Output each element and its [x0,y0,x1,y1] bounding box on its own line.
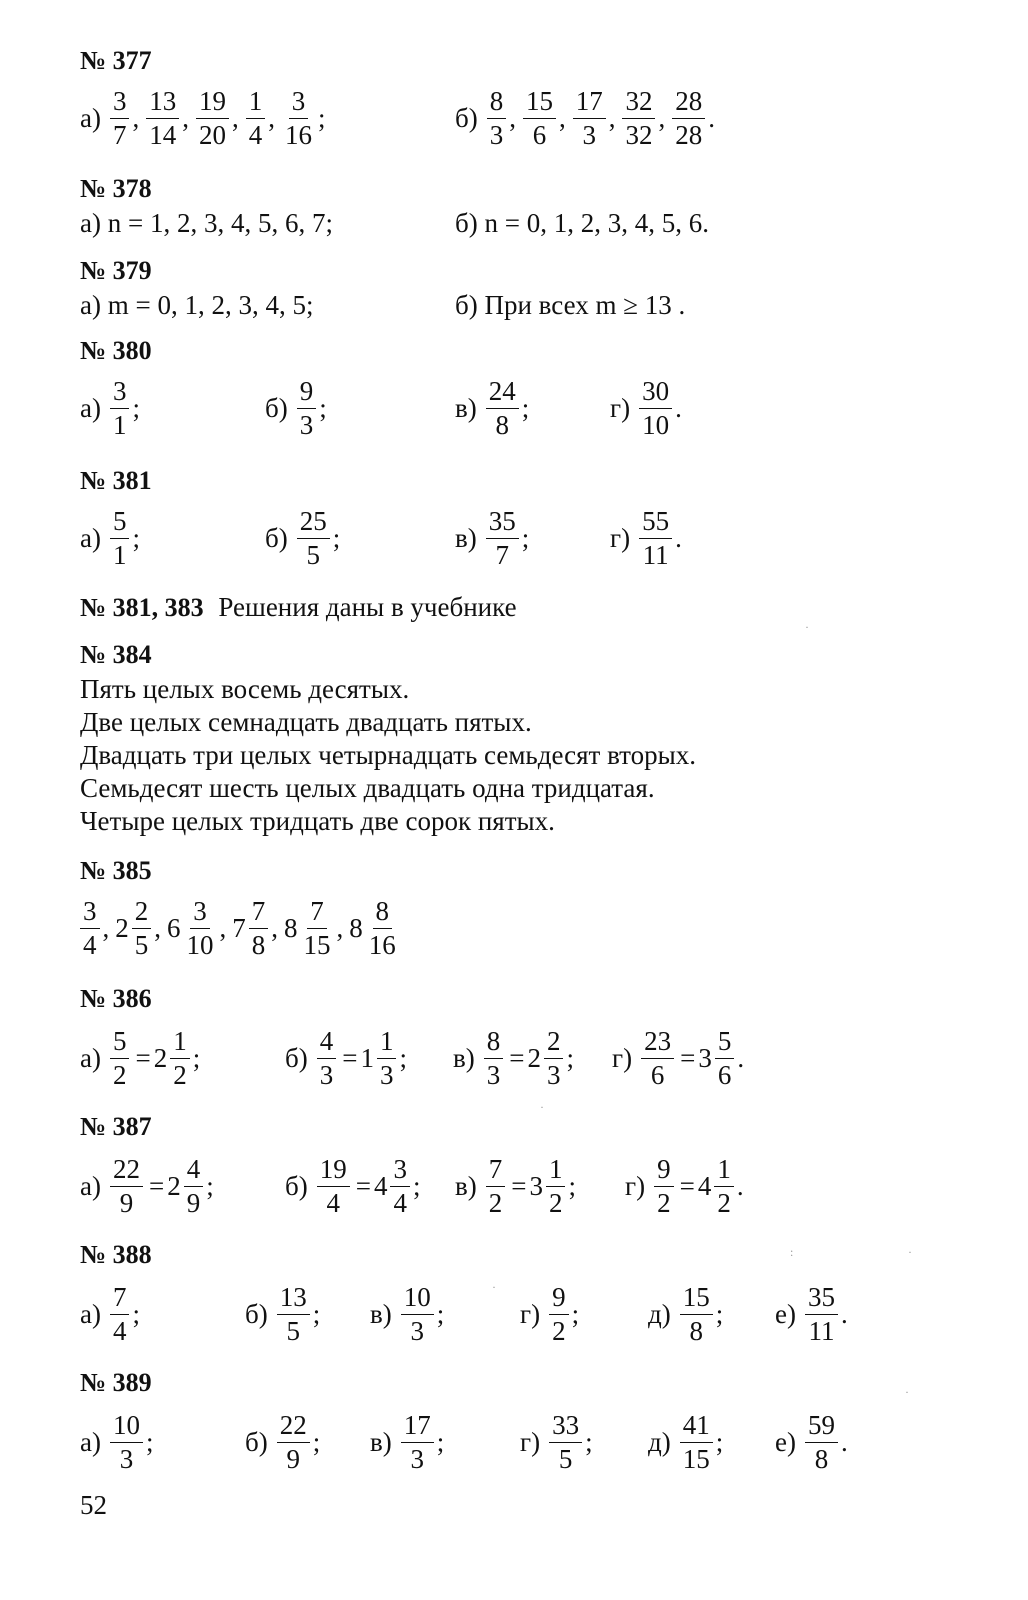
denominator: 3 [379,1059,394,1090]
item-label: г) [610,522,631,553]
item-label: г) [520,1298,541,1329]
fraction [549,1281,569,1346]
item-label: в) [453,1042,475,1073]
exercise-384-line: Пять целых восемь десятых. [80,674,410,704]
denominator: 20 [198,119,226,150]
exercise-380-answers [80,368,980,448]
fraction [249,895,269,960]
scan-speck: · [905,1385,909,1399]
exercise-386-answers [80,1018,980,1098]
whole-part: 6 [167,912,181,943]
exercise-385-answers [80,888,980,968]
denominator: 8 [689,1315,703,1346]
exercise-377-a: а) $\frac{3}{7}$ , $\frac{13}{14}$ , $\frac{19}{20}$ , $\frac{1}{4}$ , $\frac{3}{16}$ ; [80,85,326,150]
fraction [401,1281,434,1346]
end-punct: ; [312,1298,321,1329]
denominator: 15 [303,929,331,960]
fraction [110,505,130,570]
end-punct: ; [399,1042,407,1073]
denominator: 3 [299,409,314,440]
numerator: 19 [317,1156,350,1187]
fraction [523,85,556,150]
exercise-379-title: № 379 [80,256,152,285]
denominator: 3 [319,1059,334,1090]
numerator: 1 [714,1156,734,1187]
numerator: 33 [549,1412,582,1443]
numerator: 7 [307,898,327,929]
numerator: 1 [246,88,266,119]
denominator: 3 [489,119,504,150]
whole-part: 3 [529,1170,543,1201]
numerator: 24 [486,378,519,409]
exercise-388-item [245,1274,320,1354]
fraction [639,375,672,440]
item-label: в) [370,1298,392,1329]
end-punct: ; [521,392,530,423]
end-punct: ; [715,1298,724,1329]
exercise-380-item [265,368,327,448]
numerator: 3 [110,88,130,119]
fraction [487,85,507,150]
numerator: 3 [110,378,130,409]
exercise-381-item [610,498,682,578]
denominator: 5 [306,539,320,570]
fraction [110,85,130,150]
denominator: 16 [284,119,312,150]
exercise-387-answers [80,1146,980,1226]
end-punct: ; [436,1426,445,1457]
fraction [622,85,655,150]
numerator: 1 [377,1028,397,1059]
denominator: 9 [186,1187,201,1218]
item-label: г) [610,392,631,423]
numerator: 22 [110,1156,143,1187]
numerator: 22 [277,1412,310,1443]
fraction [110,1281,130,1346]
exercise-388-title: № 388 [80,1240,152,1269]
exercise-384-line: Две целых семнадцать двадцать пятых. [80,707,532,737]
fraction [544,1025,564,1090]
numerator: 7 [110,1284,130,1315]
denominator: 4 [326,1187,340,1218]
end-punct: ; [132,1298,140,1329]
denominator: 8 [495,409,509,440]
whole-part: 4 [373,1170,388,1201]
end-punct: ; [145,1426,154,1457]
exercise-377-answers [80,78,980,158]
exercise-386-item: а) $\frac{5}{2}$ = 2 $\frac{1}{2}$ ; [80,1025,201,1090]
numerator: 15 [523,88,556,119]
whole-part: 2 [115,912,129,943]
exercise-387-item: а) $\frac{22}{9}$ = 2 $\frac{4}{9}$ ; [80,1153,214,1218]
exercise-384-title: № 384 [80,640,152,669]
fraction [805,1281,838,1346]
item-label: е) [775,1298,796,1329]
fraction [110,375,130,440]
exercise-386-item: в) $\frac{8}{3}$ = 2 $\frac{2}{3}$ ; [453,1025,574,1090]
fraction [297,505,330,570]
denominator: 4 [83,929,97,960]
item-label: в) [370,1426,392,1457]
denominator: 3 [410,1315,424,1346]
numerator: 5 [110,508,130,539]
denominator: 2 [173,1059,187,1090]
fraction [484,1025,504,1090]
fraction [680,1409,713,1474]
numerator: 17 [573,88,606,119]
numerator: 8 [484,1028,504,1059]
denominator: 6 [532,119,547,150]
denominator: 16 [368,929,396,960]
numerator: 35 [486,508,519,539]
exercise-388-item [80,1274,140,1354]
fraction [546,1153,566,1218]
whole-part: 8 [349,912,363,943]
fraction [377,1025,397,1090]
denominator: 14 [149,119,177,150]
exercise-379-b: б) При всех m ≥ 13 . [455,290,686,320]
fraction [184,1153,204,1218]
scan-speck: · [492,1280,496,1294]
denominator: 6 [717,1059,732,1090]
numerator: 4 [317,1028,337,1059]
exercise-381-383 [80,592,517,623]
numerator: 1 [546,1156,566,1187]
page-number: 52 [80,1490,107,1520]
item-label: а) [80,1170,101,1201]
denominator: 2 [717,1187,731,1218]
numerator: 5 [110,1028,130,1059]
end-punct: . [675,522,682,553]
end-punct: ; [132,392,140,423]
fraction [110,1025,130,1090]
item-label: а) [80,102,101,133]
whole-part: 7 [232,912,246,943]
numerator: 41 [680,1412,713,1443]
fraction [277,1409,310,1474]
fraction [639,505,672,570]
exercise-381-title: № 381 [80,466,152,495]
numerator: 3 [390,1156,410,1187]
fraction [132,895,152,960]
exercise-388-item [520,1274,579,1354]
denominator: 10 [186,929,214,960]
numerator: 3 [190,898,210,929]
end-punct: . [675,392,682,423]
numerator: 8 [373,898,393,929]
item-label: б) [285,1170,308,1201]
exercise-389-item [648,1402,723,1482]
denominator: 1 [112,409,127,440]
denominator: 4 [393,1187,407,1218]
exercise-386-item: б) $\frac{4}{3}$ = 1 $\frac{1}{3}$ ; [285,1025,407,1090]
exercise-388-item [648,1274,723,1354]
denominator: 3 [410,1443,424,1474]
exercise-384-line: Семьдесят шесть целых двадцать одна тридцатая. [80,773,655,803]
exercise-389-item [370,1402,444,1482]
item-label: б) [245,1298,268,1329]
item-label: а) [80,1426,101,1457]
exercise-378-title: № 378 [80,174,152,203]
exercise-386-item: г) $\frac{23}{6}$ = 3 $\frac{5}{6}$ . [612,1025,745,1090]
denominator: 8 [251,929,266,960]
item-label: б) [245,1426,268,1457]
numerator: 10 [110,1412,143,1443]
denominator: 6 [650,1059,665,1090]
exercise-384-line: Двадцать три целых четырнадцать семьдесят вторых. [80,740,696,770]
end-punct: ; [571,1298,580,1329]
end-punct: ; [132,522,140,553]
numerator: 35 [805,1284,838,1315]
end-punct: . [736,1170,744,1201]
exercise-389-item [245,1402,320,1482]
denominator: 9 [119,1187,134,1218]
fraction [110,1409,143,1474]
whole-part: 2 [167,1170,181,1201]
exercise-381-item [80,498,140,578]
exercise-378-a: а) n = 1, 2, 3, 4, 5, 6, 7; [80,208,333,238]
fraction [146,85,179,150]
whole-part: 3 [698,1042,712,1073]
denominator: 15 [682,1443,710,1474]
denominator: 5 [134,929,149,960]
exercise-389-title: № 389 [80,1368,152,1397]
exercise-380-item [455,368,529,448]
fraction [715,1025,735,1090]
exercise-386-title: № 386 [80,984,152,1013]
denominator: 28 [675,119,703,150]
denominator: 5 [558,1443,573,1474]
numerator: 55 [639,508,672,539]
whole-part: 8 [284,912,298,943]
fraction [680,1281,713,1346]
end-punct: ; [332,522,341,553]
fraction [366,895,399,960]
exercise-380-title: № 380 [80,336,152,365]
end-punct: . [737,1042,745,1073]
end-punct: ; [319,392,327,423]
numerator: 19 [196,88,229,119]
numerator: 10 [401,1284,434,1315]
exercise-389-item [80,1402,154,1482]
fraction [805,1409,838,1474]
fraction [317,1153,350,1218]
item-label: в) [455,392,477,423]
exercise-381-answers [80,498,980,578]
item-label: г) [520,1426,541,1457]
numerator: 23 [641,1028,674,1059]
item-label: в) [455,522,477,553]
end-punct: . [708,102,715,133]
exercise-378-b: б) n = 0, 1, 2, 3, 4, 5, 6. [455,208,709,238]
exercise-387-item: г) $\frac{9}{2}$ = 4 $\frac{1}{2}$ . [625,1153,744,1218]
numerator: 8 [487,88,507,119]
fraction [297,375,317,440]
exercise-389-item [520,1402,593,1482]
denominator: 11 [642,539,669,570]
denominator: 10 [642,409,670,440]
end-punct: ; [312,1426,321,1457]
fraction [80,895,100,960]
fraction [714,1153,734,1218]
denominator: 32 [625,119,653,150]
numerator: 28 [672,88,705,119]
exercise-388-item [370,1274,444,1354]
fraction [301,895,334,960]
denominator: 3 [119,1443,134,1474]
exercise-380-item [80,368,140,448]
end-punct: . [840,1298,848,1329]
fraction [170,1025,190,1090]
scan-speck: : [790,1245,794,1259]
scan-speck: · [805,620,809,634]
item-label: в) [455,1170,477,1201]
fraction [277,1281,310,1346]
numerator: 2 [544,1028,564,1059]
fraction [573,85,606,150]
fraction [196,85,229,150]
whole-part: 2 [153,1042,168,1073]
exercise-381-item [455,498,529,578]
end-punct: ; [568,1170,576,1201]
item-label: а) [80,1298,101,1329]
numerator: 59 [805,1412,838,1443]
end-punct: ; [436,1298,445,1329]
denominator: 2 [488,1187,503,1218]
exercise-389-answers [80,1402,980,1482]
numerator: 7 [249,898,269,929]
numerator: 15 [680,1284,713,1315]
item-label: д) [648,1298,671,1329]
denominator: 2 [548,1187,563,1218]
end-punct: ; [715,1426,724,1457]
item-label: а) [80,522,101,553]
item-label: д) [648,1426,671,1457]
denominator: 2 [112,1059,127,1090]
denominator: 3 [486,1059,501,1090]
denominator: 7 [495,539,509,570]
numerator: 3 [80,898,100,929]
exercise-385-list: $\frac{3}{4}$ , 2 $\frac{2}{5}$ , 6 $\frac{3}{10}$ , 7 $\frac{7}{8}$ , 8 $\frac{7}{15}$ , 8 $\frac{8}{16}$ [80,888,402,968]
fraction [549,1409,582,1474]
fraction [486,1153,506,1218]
exercise-387-title: № 387 [80,1112,152,1141]
exercise-379-a: а) m = 0, 1, 2, 3, 4, 5; [80,290,314,320]
end-punct: ; [585,1426,593,1457]
item-label: б) [455,102,478,133]
fraction [641,1025,674,1090]
fraction [282,85,315,150]
item-label: е) [775,1426,796,1457]
numerator: 5 [715,1028,735,1059]
exercise-381-383-title: № 381, 383 [80,593,204,622]
denominator: 5 [286,1315,300,1346]
end-punct: ; [521,522,530,553]
denominator: 8 [814,1443,829,1474]
whole-part: 2 [527,1042,541,1073]
exercise-388-item [775,1274,848,1354]
fraction [317,1025,337,1090]
denominator: 1 [112,539,127,570]
numerator: 9 [549,1284,569,1315]
denominator: 2 [657,1187,671,1218]
fraction [110,1153,143,1218]
item-label: а) [80,1042,101,1073]
numerator: 4 [184,1156,204,1187]
exercise-380-item [610,368,682,448]
numerator: 17 [401,1412,434,1443]
numerator: 13 [146,88,179,119]
fraction [246,85,266,150]
exercise-384-line: Четыре целых тридцать две сорок пятых. [80,806,555,836]
numerator: 30 [639,378,672,409]
denominator: 4 [248,119,263,150]
item-label: б) [265,522,288,553]
end-punct: ; [412,1170,421,1201]
fraction [486,505,519,570]
numerator: 25 [297,508,330,539]
exercise-387-item: в) $\frac{7}{2}$ = 3 $\frac{1}{2}$ ; [455,1153,576,1218]
denominator: 3 [546,1059,561,1090]
whole-part: 1 [360,1042,374,1073]
fraction [672,85,705,150]
denominator: 11 [808,1315,835,1346]
fraction [184,895,217,960]
end-punct: ; [317,102,326,133]
numerator: 3 [289,88,309,119]
exercise-389-item [775,1402,848,1482]
exercise-381-383-text: Решения даны в учебнике [218,592,517,622]
numerator: 13 [277,1284,310,1315]
fraction [654,1153,674,1218]
denominator: 2 [552,1315,566,1346]
exercise-381-item [265,498,340,578]
numerator: 2 [132,898,152,929]
numerator: 1 [170,1028,190,1059]
fraction [486,375,519,440]
scan-speck: · [908,1245,912,1259]
denominator: 3 [582,119,596,150]
item-label: б) [265,392,288,423]
fraction [390,1153,410,1218]
end-punct: ; [566,1042,574,1073]
denominator: 7 [112,119,127,150]
numerator: 9 [654,1156,674,1187]
item-label: б) [285,1042,308,1073]
exercise-388-answers [80,1274,980,1354]
exercise-377-title: № 377 [80,46,152,75]
item-label: г) [612,1042,633,1073]
whole-part: 4 [697,1170,712,1201]
numerator: 32 [622,88,655,119]
item-label: г) [625,1170,646,1201]
fraction [401,1409,434,1474]
denominator: 9 [286,1443,300,1474]
exercise-385-title: № 385 [80,856,152,885]
scan-speck: · [540,1100,544,1114]
end-punct: ; [206,1170,214,1201]
exercise-387-item: б) $\frac{19}{4}$ = 4 $\frac{3}{4}$ ; [285,1153,421,1218]
exercise-377-b: б) $\frac{8}{3}$ , $\frac{15}{6}$ , $\frac{17}{3}$ , $\frac{32}{32}$ , $\frac{28}{28}$ . [455,85,715,150]
numerator: 7 [486,1156,506,1187]
end-punct: ; [192,1042,201,1073]
numerator: 9 [297,378,317,409]
denominator: 4 [112,1315,127,1346]
item-label: а) [80,392,101,423]
end-punct: . [840,1426,848,1457]
